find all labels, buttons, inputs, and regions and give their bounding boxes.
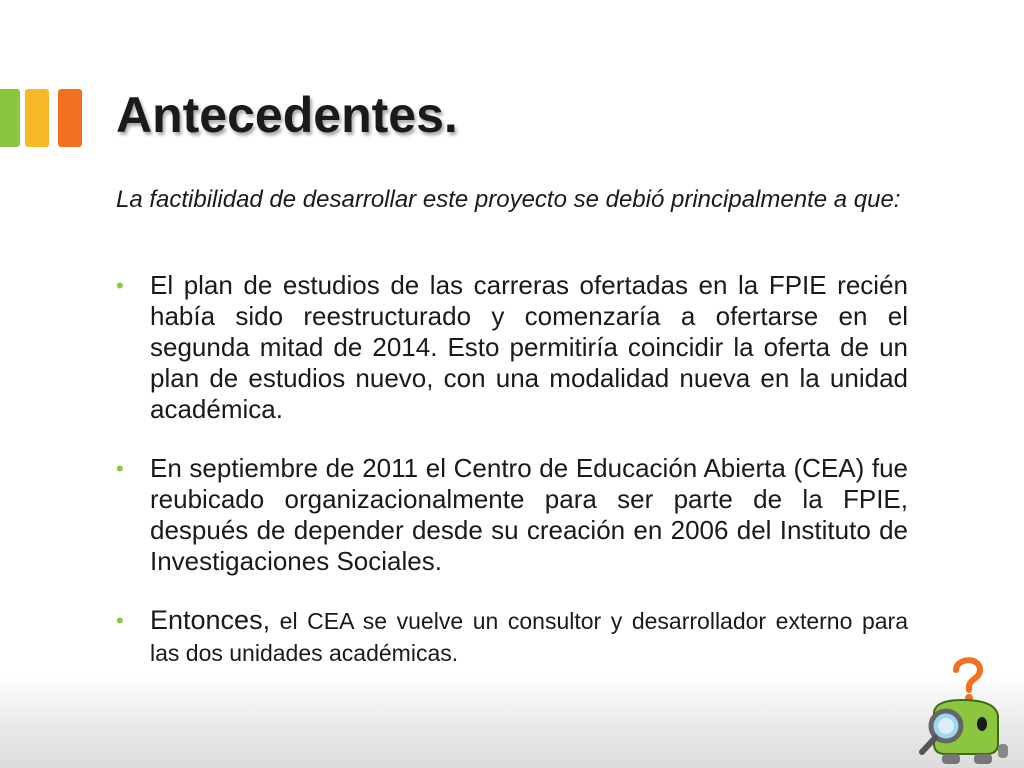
accent-bar-orange bbox=[58, 89, 82, 147]
bullet-item bbox=[116, 270, 908, 425]
bullet-item bbox=[116, 605, 908, 669]
accent-bar-yellow bbox=[25, 89, 49, 147]
bullet-marker: • bbox=[116, 456, 124, 481]
intro-text: La factibilidad de desarrollar este proyecto se debió principalmente a que: bbox=[116, 186, 901, 213]
bullet-text: En septiembre de 2011 el Centro de Educación Abierta (CEA) fue reubicado organizacionalmente para ser parte de la FPIE, después de depender desde su creación en 2006 del Instituto de Investigaciones Sociales. bbox=[150, 453, 908, 576]
robot-magnifier-icon bbox=[912, 652, 1020, 768]
bullet-lead-text: Entonces, bbox=[150, 605, 271, 635]
bullet-marker: • bbox=[116, 273, 124, 298]
bullet-list bbox=[116, 270, 908, 697]
bullet-item bbox=[116, 453, 908, 577]
bullet-marker: • bbox=[116, 608, 124, 633]
bullet-text bbox=[150, 605, 908, 669]
slide-title: Antecedentes. bbox=[116, 87, 458, 143]
bullet-text: El plan de estudios de las carreras ofertadas en la FPIE recién había sido reestructurado y comenzaría a ofertarse en el segunda mitad de 2014. Esto permitiría coincidir la oferta de un plan de estudios nuevo, con una modalidad nueva en la unidad académica. bbox=[150, 270, 908, 424]
bullet-rest-text: el CEA se vuelve un consultor y desarrollador externo para las dos unidades académicas. bbox=[150, 608, 908, 666]
accent-bar-green bbox=[0, 89, 20, 147]
